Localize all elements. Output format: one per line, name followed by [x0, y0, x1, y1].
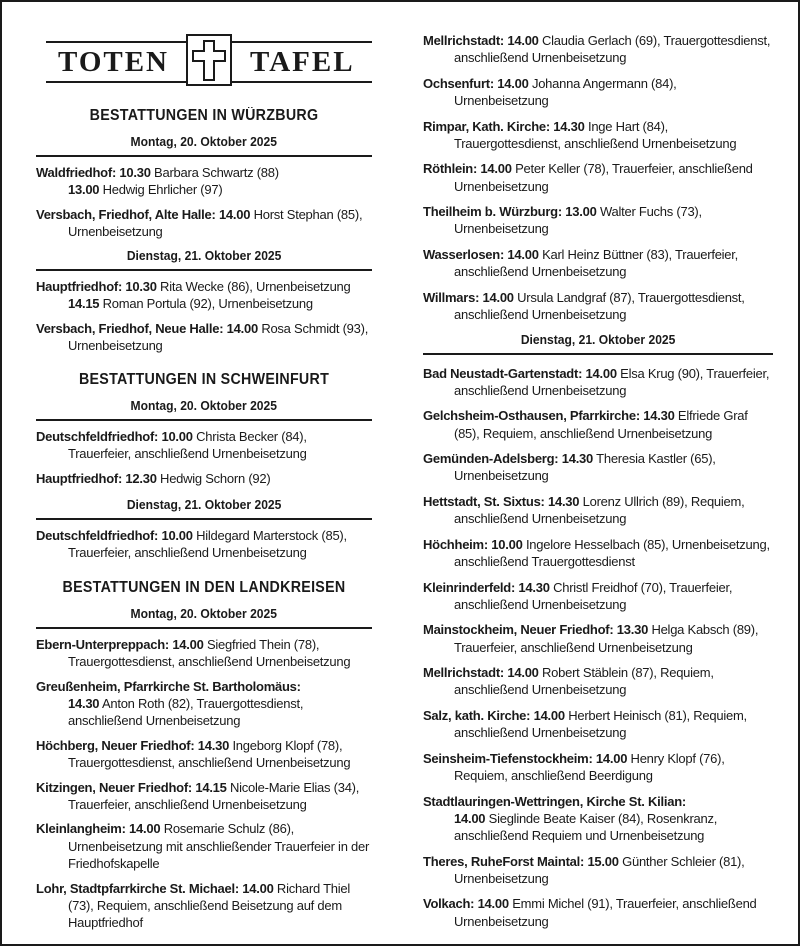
list-item: Mainstockheim, Neuer Friedhof: 13.30 Helga Kabsch (89), Trauerfeier, anschließend Urnenbeisetzung	[423, 622, 759, 655]
list-item: Hauptfriedhof: 12.30 Hedwig Schorn (92)	[36, 471, 271, 487]
date-heading: Montag, 20. Oktober 2025	[36, 606, 372, 629]
list-item: Seinsheim-Tiefenstockheim: 14.00 Henry Klopf (76), Requiem, anschließend Beerdigung	[423, 750, 725, 783]
list-item: Rimpar, Kath. Kirche: 14.30 Inge Hart (84), Trauergottesdienst, anschließend Urnenbeisetzung	[423, 118, 737, 151]
list-item: Willmars: 14.00 Ursula Landgraf (87), Trauergottesdienst, anschließend Urnenbeisetzung	[423, 289, 745, 322]
list-item: Gelchsheim-Osthausen, Pfarrkirche: 14.30 Elfriede Graf (85), Requiem, anschließend Urnenbeisetzung	[423, 408, 748, 441]
masthead-word-right: TAFEL	[250, 46, 355, 78]
list-item: Versbach, Friedhof, Alte Halle: 14.00 Horst Stephan (85), Urnenbeisetzung	[36, 206, 363, 240]
list-item: Gemünden-Adelsberg: 14.30 Theresia Kastler (65), Urnenbeisetzung	[423, 451, 716, 484]
list-item: Kleinrinderfeld: 14.30 Christl Freidhof (70), Trauerfeier, anschließend Urnenbeisetzung	[423, 579, 733, 612]
list-item: Deutschfeldfriedhof: 10.00 Christa Becker (84), Trauerfeier, anschließend Urnenbeisetzung	[36, 429, 307, 462]
date-heading: Dienstag, 21. Oktober 2025	[423, 332, 773, 355]
list-item: Theres, RuheForst Maintal: 15.00 Günther Schleier (81), Urnenbeisetzung	[423, 853, 745, 886]
list-item: Ebern-Unterpreppach: 14.00 Siegfried Thein (78), Trauergottesdienst, anschließend Urnenbeisetzung	[36, 636, 351, 669]
date-heading: Montag, 20. Oktober 2025	[36, 134, 372, 157]
list-item: Deutschfeldfriedhof: 10.00 Hildegard Marterstock (85), Trauerfeier, anschließend Urnenbeisetzung	[36, 528, 347, 561]
list-item: Waldfriedhof: 10.30 Barbara Schwartz (88) 13.00 Hedwig Ehrlicher (97)	[36, 165, 279, 198]
section-title-wuerzburg: BESTATTUNGEN IN WÜRZBURG	[89, 107, 319, 124]
section-title-landkreise: BESTATTUNGEN IN DEN LANDKREISEN	[62, 578, 346, 596]
masthead-rule-top-right	[232, 41, 372, 43]
list-item: Höchberg, Neuer Friedhof: 14.30 Ingeborg Klopf (78), Trauergottesdienst, anschließend Urnenbeisetzung	[36, 737, 351, 770]
list-item: Stadtlauringen-Wettringen, Kirche St. Kilian: 14.00 Sieglinde Beate Kaiser (84), Rosenkranz, anschließend Requiem und Urnenbeisetzung	[423, 793, 718, 843]
date-heading: Dienstag, 21. Oktober 2025	[36, 248, 372, 271]
masthead-rule-bottom-left	[46, 81, 186, 83]
list-item: Versbach, Friedhof, Neue Halle: 14.00 Rosa Schmidt (93), Urnenbeisetzung	[36, 320, 369, 353]
right-column	[423, 32, 773, 938]
left-column	[36, 24, 372, 939]
list-item: Greußenheim, Pfarrkirche St. Bartholomäus: 14.30 Anton Roth (82), Trauergottesdienst, anschließend Urnenbeisetzung	[36, 678, 304, 728]
date-heading: Dienstag, 21. Oktober 2025	[36, 497, 372, 520]
list-item: Röthlein: 14.00 Peter Keller (78), Trauerfeier, anschließend Urnenbeisetzung	[423, 161, 753, 194]
list-item: Theilheim b. Würzburg: 13.00 Walter Fuchs (73), Urnenbeisetzung	[423, 204, 702, 237]
list-item: Salz, kath. Kirche: 14.00 Herbert Heinisch (81), Requiem, anschließend Urnenbeisetzung	[423, 707, 747, 741]
list-item: Ochsenfurt: 14.00 Johanna Angermann (84), Urnenbeisetzung	[423, 75, 677, 108]
masthead	[46, 24, 372, 94]
list-item: Bad Neustadt-Gartenstadt: 14.00 Elsa Krug (90), Trauerfeier, anschließend Urnenbeisetzung	[423, 365, 770, 398]
date-heading: Montag, 20. Oktober 2025	[36, 398, 372, 421]
list-item: Hauptfriedhof: 10.30 Rita Wecke (86), Urnenbeisetzung 14.15 Roman Portula (92), Urnenbeisetzung	[36, 278, 351, 312]
list-item: Lohr, Stadtpfarrkirche St. Michael: 14.00 Richard Thiel (73), Requiem, anschließend Beisetzung auf dem Hauptfriedhof	[36, 880, 351, 930]
list-item: Höchheim: 10.00 Ingelore Hesselbach (85), Urnenbeisetzung, anschließend Trauergottesdienst	[423, 536, 770, 569]
masthead-rule-bottom-right	[232, 81, 372, 83]
list-item: Mellrichstadt: 14.00 Claudia Gerlach (69), Trauergottesdienst, anschließend Urnenbeisetzung	[423, 33, 771, 66]
list-item: Kleinlangheim: 14.00 Rosemarie Schulz (86), Urnenbeisetzung mit anschließender Trauerfeier in der Friedhofskapelle	[36, 821, 370, 871]
masthead-rule-top-left	[46, 41, 186, 43]
list-item: Mellrichstadt: 14.00 Robert Stäblein (87), Requiem, anschließend Urnenbeisetzung	[423, 665, 714, 698]
section-title-schweinfurt: BESTATTUNGEN IN SCHWEINFURT	[78, 371, 330, 389]
list-item: Kitzingen, Neuer Friedhof: 14.15 Nicole-Marie Elias (34), Trauerfeier, anschließend Urnenbeisetzung	[36, 779, 360, 812]
cross-icon	[186, 34, 232, 86]
masthead-word-left: TOTEN	[58, 46, 170, 78]
list-item: Hettstadt, St. Sixtus: 14.30 Lorenz Ullrich (89), Requiem, anschließend Urnenbeisetzung	[423, 493, 745, 527]
list-item: Wasserlosen: 14.00 Karl Heinz Büttner (83), Trauerfeier, anschließend Urnenbeisetzung	[423, 246, 739, 280]
list-item: Volkach: 14.00 Emmi Michel (91), Trauerfeier, anschließend Urnenbeisetzung	[423, 896, 757, 929]
